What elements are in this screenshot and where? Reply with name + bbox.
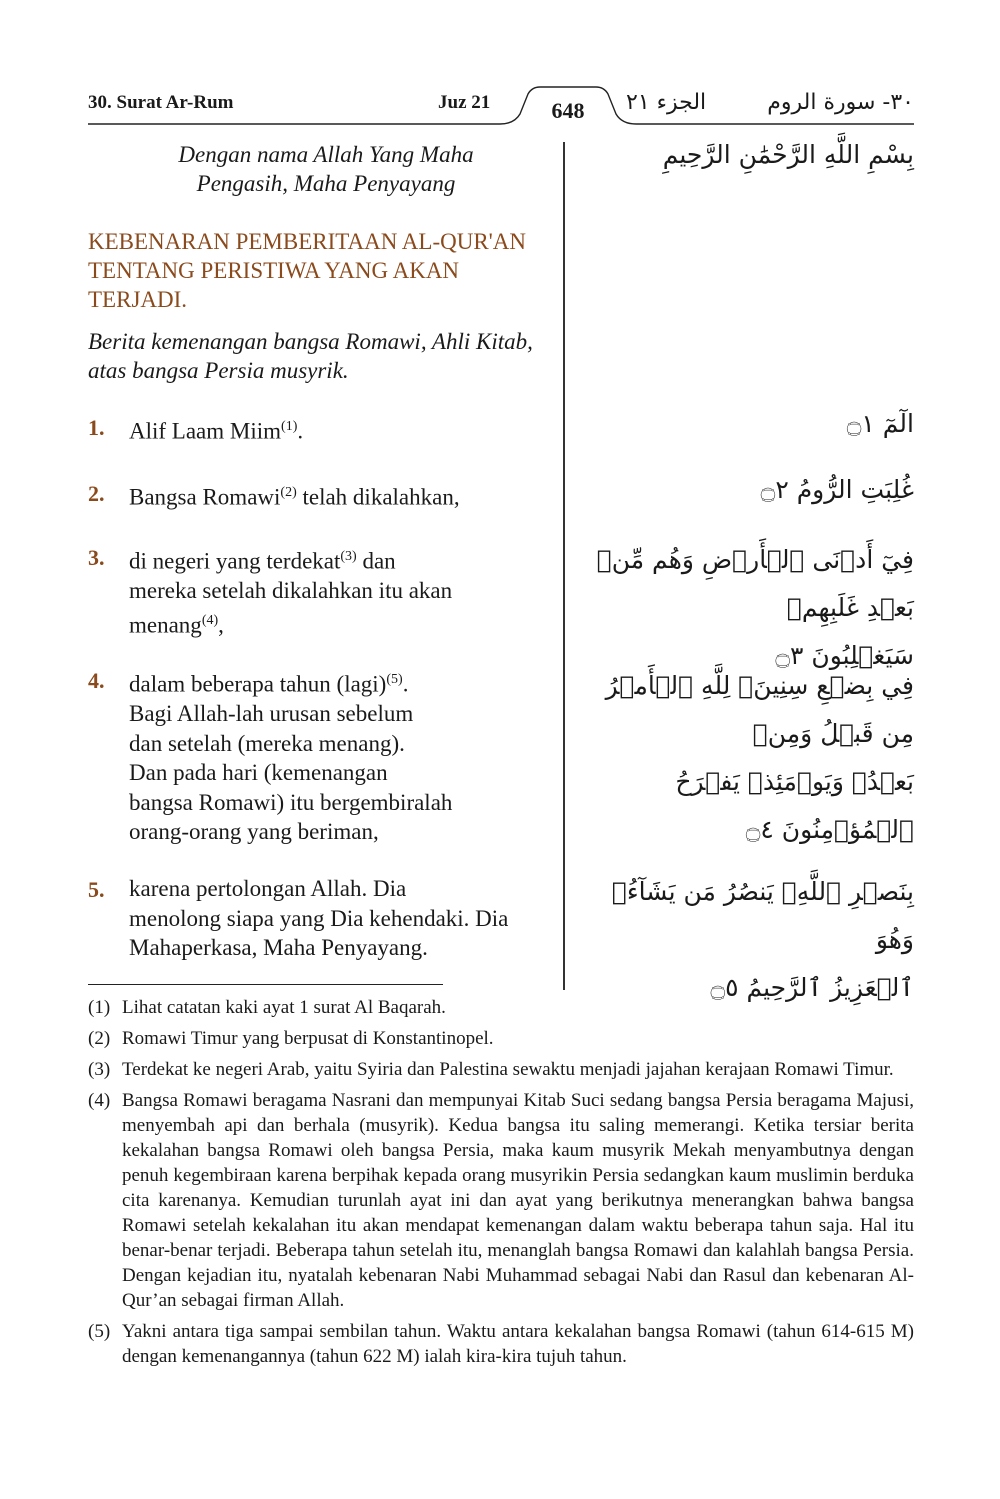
footnote-divider (88, 984, 443, 985)
verse-arabic: بِنَصۡرِ ٱللَّهِۚ يَنصُرُ مَن يَشَآءُۖ وَهُوَ ٱلۡعَزِيزُ ٱلرَّحِيمُ ۝٥ (611, 877, 914, 1002)
verse-arabic: فِي بِضۡعِ سِنِينَۗ لِلَّهِ ٱلۡأَمۡرُ مِن قَبۡلُ وَمِنۢ بَعۡدُۚ وَيَوۡمَئِذٖ يَفۡرَحُ ٱلۡمُؤۡمِنُونَ ۝٤ (605, 671, 914, 844)
verse-number: 1. (88, 415, 105, 440)
page-header (88, 84, 914, 128)
header-surah-latin: 30. Surat Ar-Rum (88, 92, 234, 113)
verse-translation: dalam beberapa tahun (lagi)$^{(5)}$. Bagi Allah-lah urusan sebelum dan setelah (mereka menang). Dan pada hari (kemenangan bangsa Romawi) itu bergembiralah orang-orang yang beriman, (129, 671, 453, 845)
column-divider (563, 142, 565, 990)
footnote: (2) Romawi Timur yang berpusat di Konstantinopel. (88, 1028, 494, 1049)
verse-arabic: غُلِبَتِ الرُّومُ ۝٢ (760, 475, 914, 504)
footnotes (88, 995, 914, 1375)
section-title: KEBENARAN PEMBERITAAN AL-QUR'AN TENTANG PERISTIWA YANG AKAN TERJADI. (88, 229, 527, 312)
section-subtitle: Berita kemenangan bangsa Romawi, Ahli Kitab, atas bangsa Persia musyrik. (88, 329, 533, 383)
footnote-ref[interactable]: (2) (280, 485, 297, 500)
verse-number: 5. (88, 877, 105, 902)
bismillah-arabic: بِسْمِ اللَّهِ الرَّحْمَٰنِ الرَّحِيمِ (662, 140, 914, 169)
footnote: (3) Terdekat ke negeri Arab, yaitu Syiria dan Palestina sewaktu menjadi jajahan kerajaan Romawi Timur. (88, 1059, 894, 1080)
header-juz-arabic: الجزء ٢١ (626, 90, 707, 115)
footnote: (5) Yakni antara tiga sampai sembilan tahun. Waktu antara kekalahan bangsa Romawi (tahun 614-615 M) dengan kemenangannya (tahun 622 M) ialah kira-kira tujuh tahun. (88, 1321, 914, 1367)
header-juz-latin: Juz 21 (438, 92, 491, 113)
bismillah-translation: Dengan nama Allah Yang Maha Pengasih, Maha Penyayang (178, 142, 474, 196)
verse-translation: karena pertolongan Allah. Dia menolong siapa yang Dia kehendaki. Dia Mahaperkasa, Maha Penyayang. (129, 876, 509, 960)
footnote: (4) Bangsa Romawi beragama Nasrani dan mempunyai Kitab Suci sedang bangsa Persia beragama Majusi, menyembah api dan berhala (musyrik). Kedua bangsa itu saling memerangi. Ketika tersiar berita kekalahan bangsa Romawi oleh bangsa Persia, maka kaum musyrik Mekah menyambutnya dengan penuh kegembiraan karena berpihak kepada orang musyrikin Persia sedangkan kaum muslimin berduka cita karenanya. Kemudian turunlah ayat ini dan ayat yang berikutnya menerangkan bahwa bangsa Romawi setelah kekalahan itu akan mendapat kemenangan dalam waktu beberapa tahun saja. Hal itu benar-benar terjadi. Beberapa tahun setelah itu, menanglah bangsa Romawi dan kalahlah bangsa Persia. Dengan kejadian itu, nyatalah kebenaran Nabi Muhammad sebagai Nabi dan Rasul dan kebenaran Al-Qur’an sebagai firman Allah. (88, 1090, 914, 1311)
page-number: 648 (551, 98, 585, 123)
footnote-ref[interactable]: (1) (281, 419, 298, 434)
verse-translation: Alif Laam Miim$^{(1)}$. (129, 418, 304, 444)
verse-translation: di negeri yang terdekat$^{(3)}$ dan mereka setelah dikalahkan itu akan menang$^{(4)}$, (129, 548, 453, 638)
verse-arabic: الٓمٓ ۝١ (846, 409, 914, 438)
header-surah-arabic: ٣٠- سورة الروم (767, 90, 914, 115)
verse-translation: Bangsa Romawi$^{(2)}$ telah dikalahkan, (129, 484, 460, 510)
footnote-ref[interactable]: (3) (340, 549, 357, 564)
verse-number: 3. (88, 545, 105, 570)
verse-number: 4. (88, 668, 105, 693)
footnote-ref[interactable]: (4) (201, 612, 219, 628)
verse-number: 2. (88, 481, 105, 506)
footnote-ref[interactable]: (5) (386, 672, 403, 687)
footnote: (1) Lihat catatan kaki ayat 1 surat Al Baqarah. (88, 997, 446, 1018)
verse-arabic: فِيٓ أَدۡنَى ٱلۡأَرۡضِ وَهُم مِّنۢ بَعۡدِ غَلَبِهِمۡ سَيَغۡلِبُونَ ۝٣ (596, 545, 914, 670)
